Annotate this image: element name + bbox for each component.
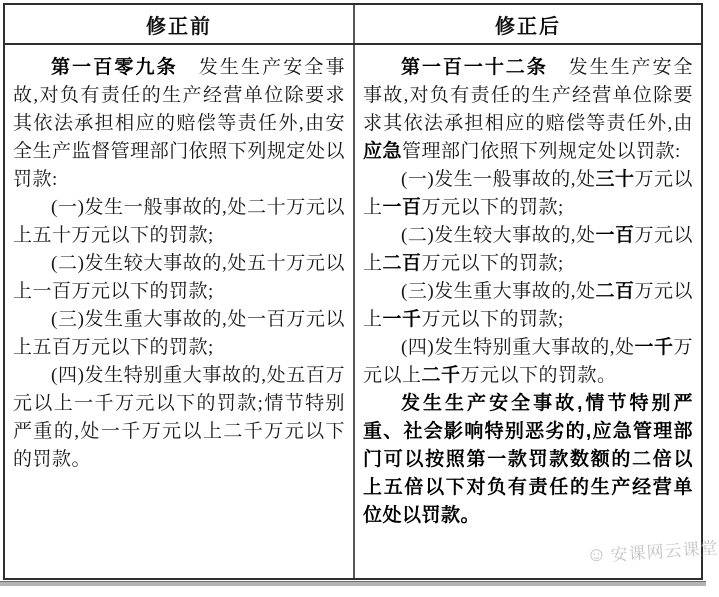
law-text: 发生生产安全事故,对负有责任的生产经营单位除要求其依法承担相应的赔偿等责任外,由安全生产监督管理部门依照下列规定处以罚款: — [13, 57, 345, 190]
table-header-row — [5, 5, 701, 45]
law-text: (一)发生一般事故的,处二十万元以上五十万元以下的罚款; — [13, 197, 345, 246]
column-header-before: 修正前 — [146, 15, 212, 38]
amended-emphasis-text: 一千 — [382, 309, 422, 330]
amended-emphasis-text: 第一百一十二条 — [401, 57, 548, 78]
amended-emphasis-text: 二百 — [595, 281, 635, 302]
law-paragraph — [363, 334, 693, 390]
law-text: (三)发生重大事故的,处 — [401, 281, 596, 302]
law-paragraph — [363, 54, 693, 166]
law-text: 管理部门依照下列规定处以罚款: — [402, 141, 681, 162]
law-text: 万元以下的罚款; — [421, 309, 564, 330]
law-paragraph — [363, 222, 693, 278]
law-paragraph — [13, 306, 345, 362]
law-text: 万元以上 — [363, 337, 693, 386]
law-text: 万元以下的罚款; — [421, 253, 564, 274]
amended-emphasis-text: 三十 — [595, 169, 635, 190]
law-paragraph — [13, 362, 345, 474]
law-text: (二)发生较大事故的,处 — [401, 225, 596, 246]
law-text: (四)发生特别重大事故的,处 — [401, 337, 635, 358]
law-paragraph — [363, 278, 693, 334]
law-text: 万元以上 — [363, 225, 693, 274]
law-text: 万元以上 — [363, 281, 693, 330]
amended-emphasis-text: 一千 — [634, 337, 674, 358]
amended-emphasis-text: 二千 — [421, 365, 461, 386]
law-text: 万元以上 — [363, 169, 693, 218]
amended-emphasis-text: 第一百零九条 — [51, 57, 178, 78]
amended-emphasis-text: 一百 — [382, 197, 422, 218]
amended-emphasis-text: 二百 — [382, 253, 422, 274]
amended-emphasis-text: 发生生产安全事故,情节特别严重、社会影响特别恶劣的,应急管理部门可以按照第一款罚款数额的二倍以上五倍以下对负有责任的生产经营单位处以罚款。 — [363, 393, 693, 526]
law-paragraph — [13, 250, 345, 306]
law-text: (二)发生较大事故的,处五十万元以上一百万元以下的罚款; — [13, 253, 345, 302]
amended-emphasis-text: 应急 — [363, 141, 403, 162]
after-amendment-cell — [353, 45, 701, 578]
bottom-divider — [0, 581, 706, 586]
law-comparison-table — [3, 3, 703, 580]
column-header-after: 修正后 — [353, 5, 701, 43]
law-text: 万元以下的罚款。 — [460, 365, 617, 386]
watermark-text: 安课网云课堂 — [610, 538, 719, 565]
law-text: 发生生产安全事故,对负有责任的生产经营单位除要求其依法承担相应的赔偿等责任外,由 — [363, 57, 693, 134]
table-body-row — [5, 45, 701, 578]
smiley-icon: ☺ — [585, 542, 609, 567]
law-text: 万元以下的罚款; — [421, 197, 564, 218]
law-text: (三)发生重大事故的,处一百万元以上五百万元以下的罚款; — [13, 309, 345, 358]
law-paragraph — [13, 194, 345, 250]
law-text: (四)发生特别重大事故的,处五百万元以上一千万元以下的罚款;情节特别严重的,处一千万元以上二千万元以下的罚款。 — [13, 365, 345, 470]
before-amendment-cell — [5, 45, 353, 578]
law-paragraph — [363, 390, 693, 530]
amended-emphasis-text: 一百 — [595, 225, 635, 246]
law-paragraph — [13, 54, 345, 194]
law-paragraph — [363, 166, 693, 222]
law-text: (一)发生一般事故的,处 — [401, 169, 596, 190]
